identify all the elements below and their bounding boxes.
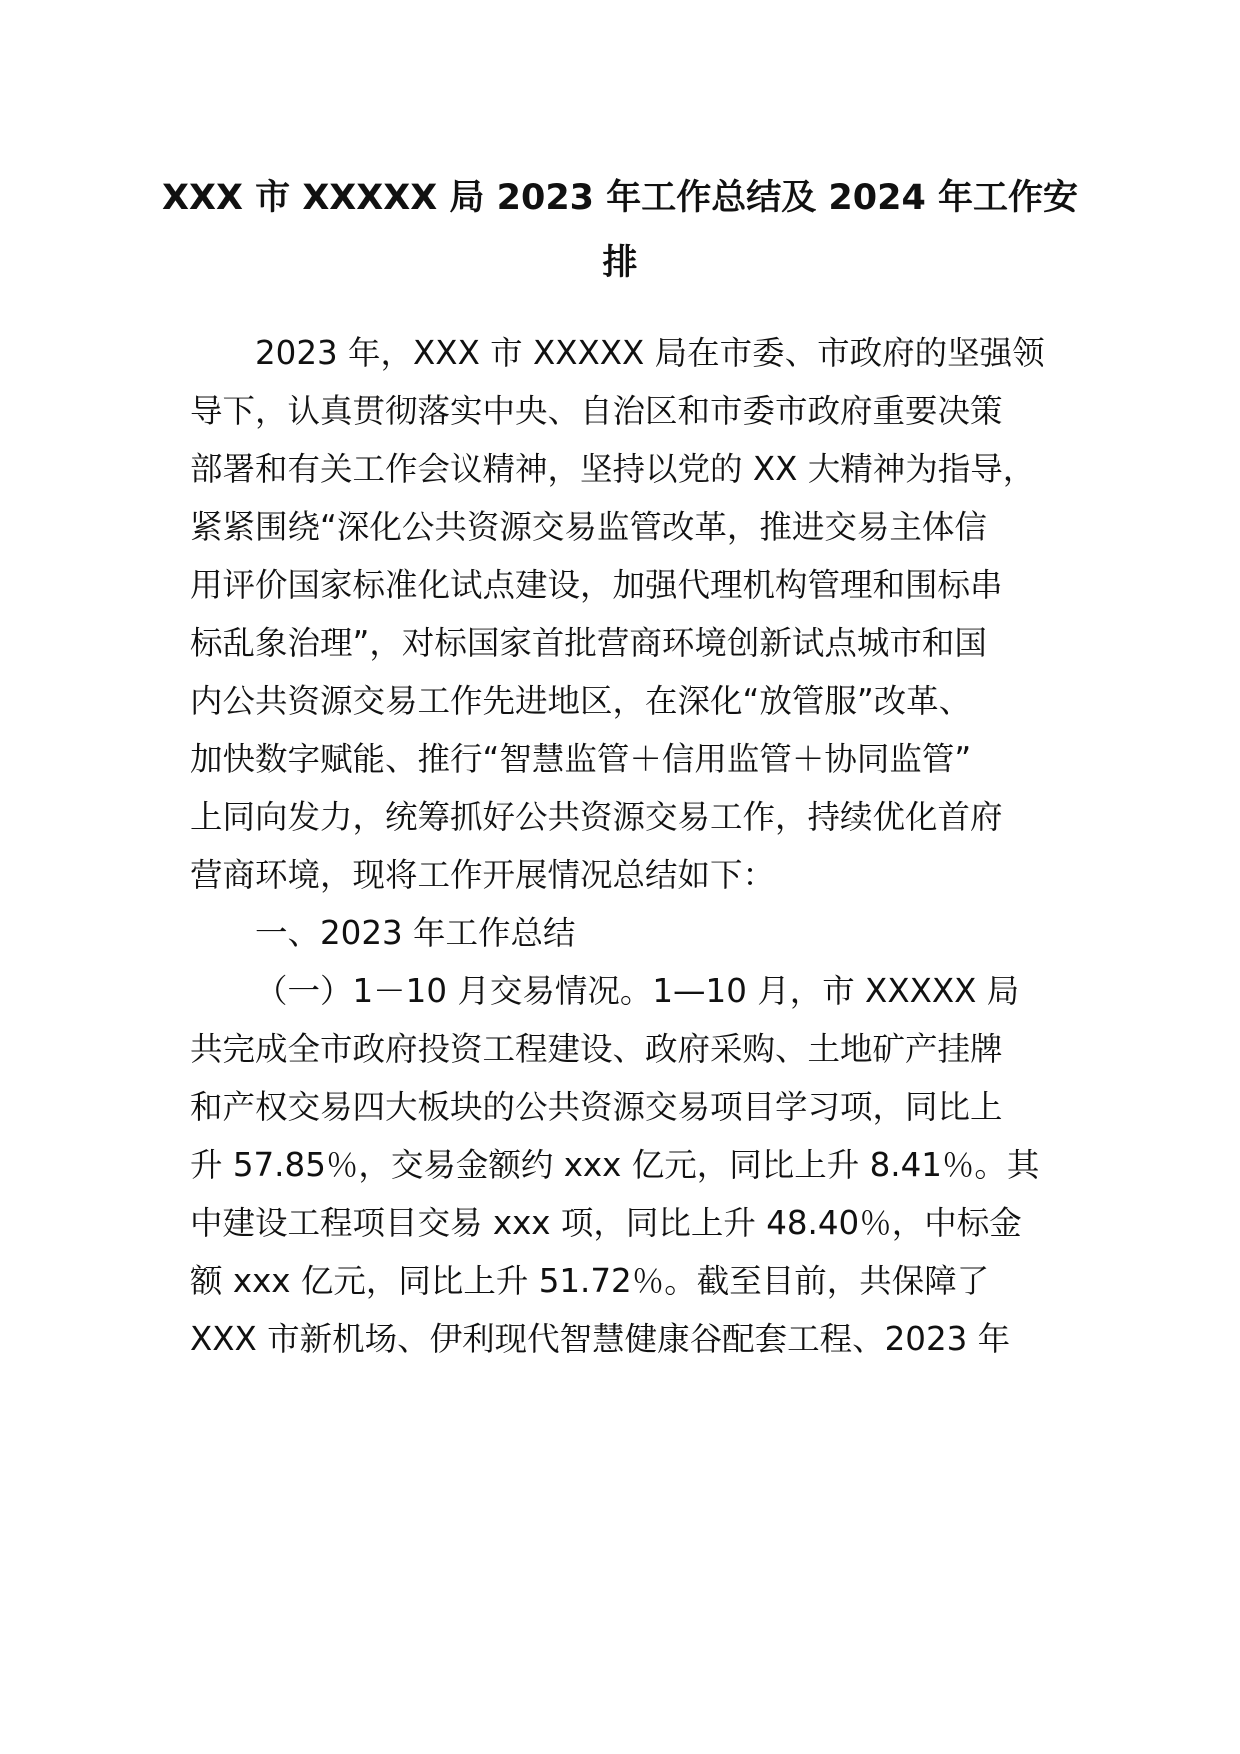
- document-title-line-1: XXX 市 XXXXX 局 2023 年工作总结及 2024 年工作安: [162, 178, 1078, 218]
- paragraph-1-line-10: 营商环境，现将工作开展情况总结如下：: [190, 856, 776, 894]
- section-heading: 一、2023 年工作总结: [255, 914, 576, 952]
- document-title-line-2: 排: [602, 243, 638, 283]
- paragraph-1-line-6: 标乱象治理”，对标国家首批营商环境创新试点城市和国: [190, 624, 987, 662]
- paragraph-1-line-4: 紧紧围绕“深化公共资源交易监管改革，推进交易主体信: [190, 508, 987, 546]
- paragraph-1-line-8: 加快数字赋能、推行“智慧监管＋信用监管＋协同监管”: [190, 740, 972, 778]
- paragraph-2-line-1: （一）1－10 月交易情况。1—10 月，市 XXXXX 局: [255, 972, 1020, 1010]
- paragraph-2-line-6: 额 xxx 亿元，同比上升 51.72％。截至目前，共保障了: [190, 1262, 990, 1300]
- paragraph-2-line-3: 和产权交易四大板块的公共资源交易项目学习项，同比上: [190, 1088, 1003, 1126]
- paragraph-2-line-4: 升 57.85％，交易金额约 xxx 亿元，同比上升 8.41％。其: [190, 1146, 1040, 1184]
- paragraph-2-line-7: XXX 市新机场、伊利现代智慧健康谷配套工程、2023 年: [190, 1320, 1011, 1358]
- paragraph-1-line-2: 导下，认真贯彻落实中央、自治区和市委市政府重要决策: [190, 392, 1003, 430]
- paragraph-1-line-9: 上同向发力，统筹抓好公共资源交易工作，持续优化首府: [190, 798, 1003, 836]
- paragraph-1-line-7: 内公共资源交易工作先进地区，在深化“放管服”改革、: [190, 682, 972, 720]
- paragraph-2-line-2: 共完成全市政府投资工程建设、政府采购、土地矿产挂牌: [190, 1030, 1003, 1068]
- paragraph-1-line-1: 2023 年，XXX 市 XXXXX 局在市委、市政府的坚强领: [255, 334, 1045, 372]
- paragraph-2-line-5: 中建设工程项目交易 xxx 项，同比上升 48.40％，中标金: [190, 1204, 1022, 1242]
- paragraph-1-line-5: 用评价国家标准化试点建设，加强代理机构管理和围标串: [190, 566, 1003, 604]
- paragraph-1-line-3: 部署和有关工作会议精神，坚持以党的 XX 大精神为指导，: [190, 450, 1036, 488]
